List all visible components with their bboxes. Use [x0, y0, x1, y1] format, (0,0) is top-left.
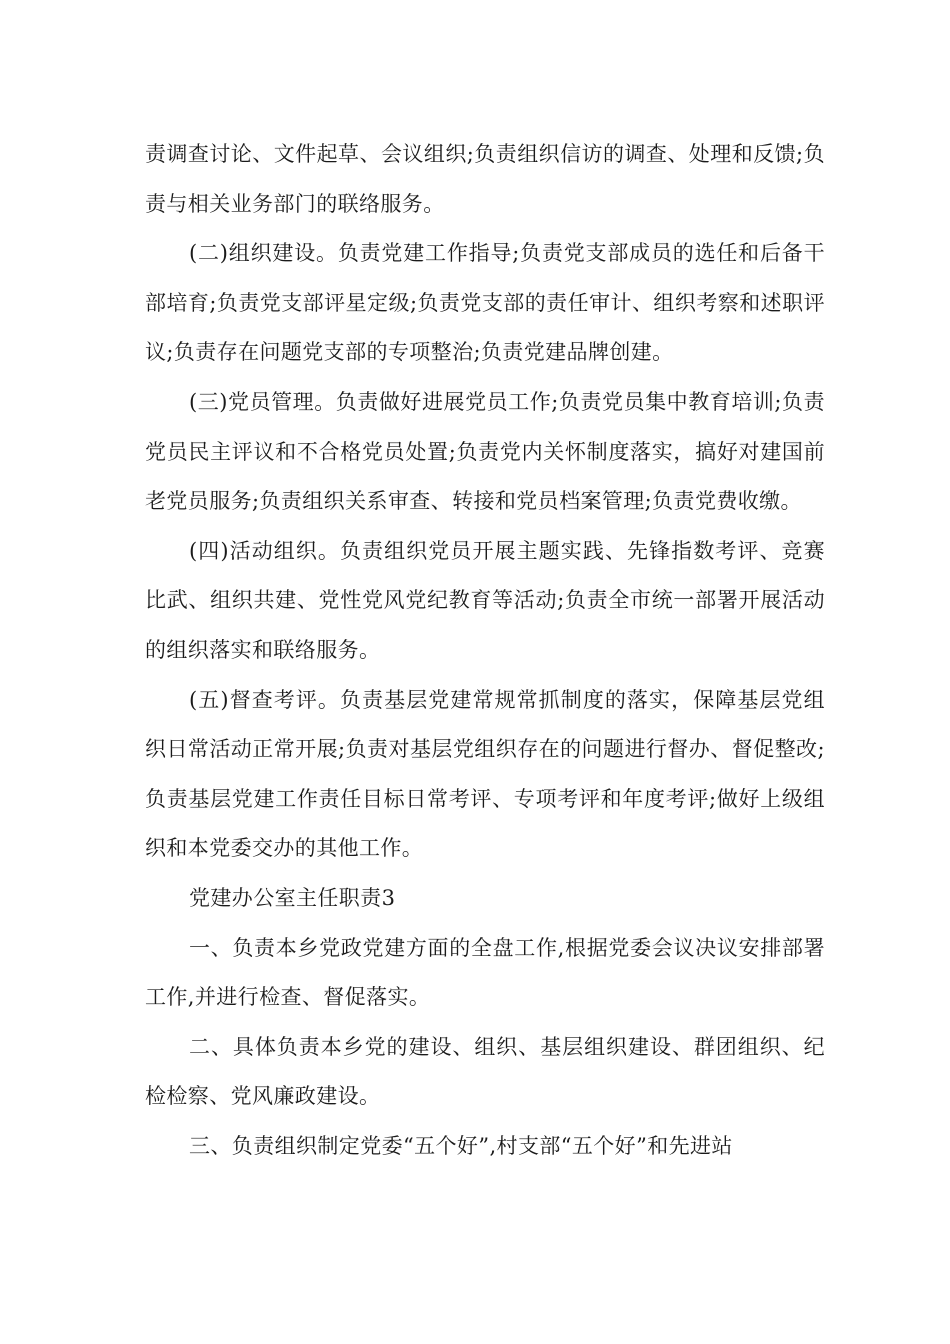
- paragraph-organization-building: (二)组织建设。负责党建工作指导;负责党支部成员的选任和后备干部培育;负责党支部评星定级;负责党支部的责任审计、组织考察和述职评议;负责存在问题党支部的专项整治;负责党建品牌创建。: [145, 241, 825, 365]
- paragraph-activity-organization: (四)活动组织。负责组织党员开展主题实践、先锋指数考评、竞赛比武、组织共建、党性党风党纪教育等活动;负责全市统一部署开展活动的组织落实和联络服务。: [145, 538, 825, 662]
- paragraph-continuation: 责调查讨论、文件起草、会议组织;负责组织信访的调查、处理和反馈;负责与相关业务部门的联络服务。: [145, 142, 825, 216]
- paragraph-supervision-evaluation: (五)督查考评。负责基层党建常规常抓制度的落实，保障基层党组织日常活动正常开展;负责对基层党组织存在的问题进行督办、督促整改;负责基层党建工作责任目标日常考评、专项考评和年度考评;做好上级组织和本党委交办的其他工作。: [145, 687, 825, 861]
- paragraph-member-management: (三)党员管理。负责做好进展党员工作;负责党员集中教育培训;负责党员民主评议和不合格党员处置;负责党内关怀制度落实，搞好对建国前老党员服务;负责组织关系审查、转接和党员档案管理;负责党费收缴。: [145, 389, 825, 514]
- section-heading: 党建办公室主任职责3: [189, 885, 396, 910]
- document-body: [145, 130, 825, 1171]
- paragraph-item-one: 一、负责本乡党政党建方面的全盘工作,根据党委会议决议安排部署工作,并进行检查、督促落实。: [145, 935, 825, 1010]
- paragraph-item-three: 三、负责组织制定党委“五个好”,村支部“五个好”和先进站: [189, 1133, 733, 1158]
- paragraph-item-two: 二、具体负责本乡党的建设、组织、基层组织建设、群团组织、纪检检察、党风廉政建设。: [145, 1034, 825, 1109]
